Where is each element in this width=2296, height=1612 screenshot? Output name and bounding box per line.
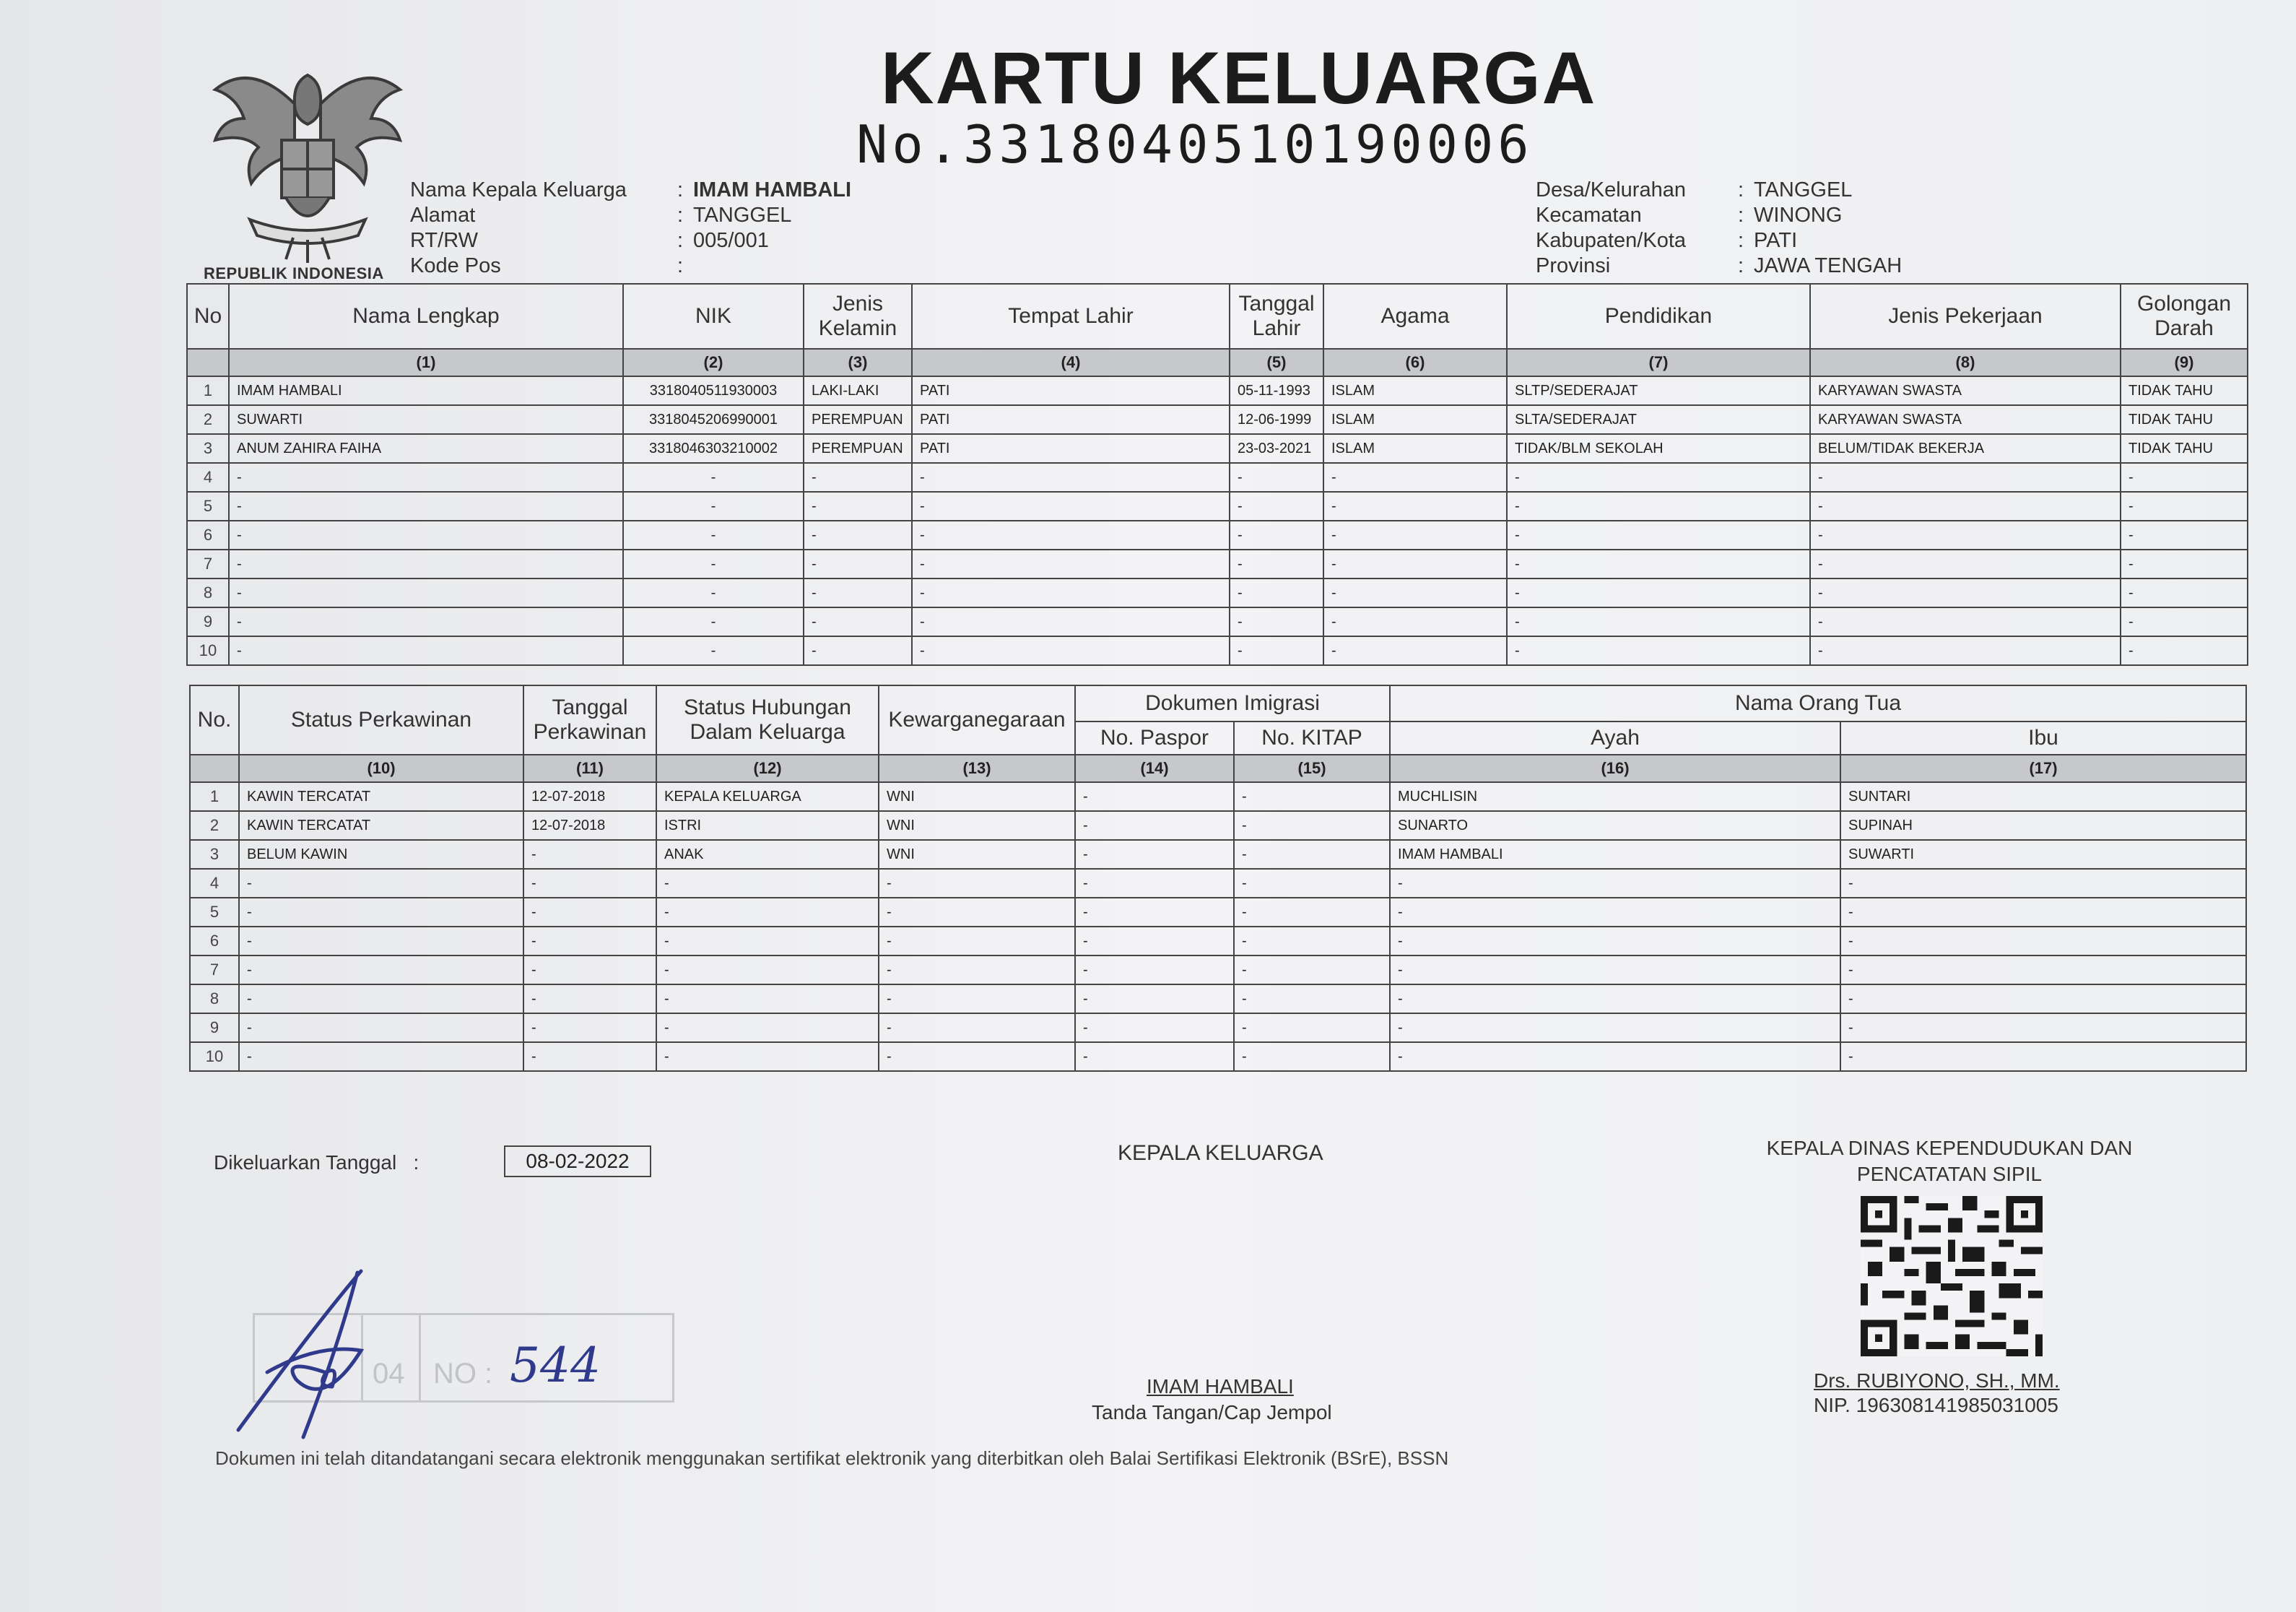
- row-number: 7: [190, 956, 239, 984]
- kepala-keluarga-caption: Tanda Tangan/Cap Jempol: [1092, 1401, 1332, 1424]
- table-row: [190, 927, 2246, 956]
- issued-date-value: 08-02-2022: [504, 1145, 651, 1177]
- row-number: 5: [187, 492, 229, 521]
- row-number: 10: [190, 1042, 239, 1071]
- table-cell: 12-07-2018: [523, 782, 656, 811]
- table-cell: -: [623, 550, 804, 578]
- table-cell: SUWARTI: [229, 405, 623, 434]
- table-cell: -: [523, 1042, 656, 1071]
- table-cell: -: [229, 492, 623, 521]
- table-cell: -: [879, 1042, 1075, 1071]
- col-header: Pendidikan: [1507, 284, 1810, 349]
- family-status-body: [190, 782, 2246, 1071]
- table-cell: -: [1234, 927, 1390, 956]
- row-number: 7: [187, 550, 229, 578]
- table-row: [190, 782, 2246, 811]
- table-cell: -: [239, 1042, 523, 1071]
- table-cell: -: [1840, 1013, 2246, 1042]
- table-cell: -: [1075, 1042, 1234, 1071]
- table-row: [187, 376, 2248, 405]
- info-label: Provinsi: [1536, 254, 1611, 277]
- col-header: Agama: [1323, 284, 1507, 349]
- table-row: [187, 578, 2248, 607]
- col-header: Tanggal Lahir: [1230, 284, 1323, 349]
- table-cell: KAWIN TERCATAT: [239, 782, 523, 811]
- table-cell: -: [1230, 463, 1323, 492]
- table-cell: -: [656, 898, 879, 927]
- table-cell: -: [1390, 984, 1840, 1013]
- table-cell: -: [656, 869, 879, 898]
- table-cell: -: [1840, 1042, 2246, 1071]
- table-row: [187, 521, 2248, 550]
- row-number: 9: [190, 1013, 239, 1042]
- info-row-rt-rw: RT/RW : 005/001: [410, 229, 769, 252]
- info-label: Kode Pos: [410, 254, 501, 277]
- table-cell: KARYAWAN SWASTA: [1810, 405, 2121, 434]
- household-info-left: [410, 178, 851, 279]
- table-cell: -: [656, 1013, 879, 1042]
- table-cell: -: [1234, 811, 1390, 840]
- table-row: [187, 550, 2248, 578]
- table-cell: -: [1507, 550, 1810, 578]
- table-cell: -: [1234, 869, 1390, 898]
- col-header: NIK: [623, 284, 804, 349]
- table-cell: -: [239, 1013, 523, 1042]
- table-cell: -: [1390, 927, 1840, 956]
- table-cell: ISTRI: [656, 811, 879, 840]
- table-row: [187, 463, 2248, 492]
- family-members-body: [187, 376, 2248, 665]
- table-cell: -: [1810, 492, 2121, 521]
- table-cell: -: [1810, 521, 2121, 550]
- table-cell: PEREMPUAN: [804, 434, 912, 463]
- table-cell: -: [1234, 1013, 1390, 1042]
- table-cell: IMAM HAMBALI: [229, 376, 623, 405]
- table-cell: PATI: [912, 434, 1230, 463]
- table-cell: -: [523, 869, 656, 898]
- row-number: 1: [187, 376, 229, 405]
- table-cell: -: [523, 956, 656, 984]
- table-cell: PEREMPUAN: [804, 405, 912, 434]
- col-index: (2): [623, 349, 804, 376]
- table-cell: -: [1390, 898, 1840, 927]
- table-cell: -: [239, 984, 523, 1013]
- col-index: (15): [1234, 755, 1390, 782]
- table-cell: -: [1323, 550, 1507, 578]
- table-cell: TIDAK/BLM SEKOLAH: [1507, 434, 1810, 463]
- table-cell: -: [912, 578, 1230, 607]
- row-number: 3: [190, 840, 239, 869]
- table-cell: -: [1230, 492, 1323, 521]
- table-cell: 05-11-1993: [1230, 376, 1323, 405]
- col-header: Ibu: [1840, 722, 2246, 755]
- table-cell: -: [239, 927, 523, 956]
- table-cell: -: [1234, 840, 1390, 869]
- info-label: Kabupaten/Kota: [1536, 229, 1687, 252]
- table-cell: -: [1323, 463, 1507, 492]
- dinas-title: KEPALA DINAS KEPENDUDUKAN DAN PENCATATAN SIPIL: [1766, 1137, 2133, 1185]
- table-row: [187, 405, 2248, 434]
- table-cell: 3318045206990001: [623, 405, 804, 434]
- col-header: Status Perkawinan: [239, 685, 523, 755]
- table-cell: -: [1323, 521, 1507, 550]
- table-cell: -: [1390, 956, 1840, 984]
- table-cell: -: [1390, 1013, 1840, 1042]
- official-nip: NIP. 196308141985031005: [1814, 1394, 2058, 1416]
- col-index: (8): [1810, 349, 2121, 376]
- table-cell: ISLAM: [1323, 405, 1507, 434]
- table-cell: -: [623, 607, 804, 636]
- table-cell: -: [623, 636, 804, 665]
- row-number: 6: [187, 521, 229, 550]
- col-index: (1): [229, 349, 623, 376]
- row-number: 1: [190, 782, 239, 811]
- table-cell: ANAK: [656, 840, 879, 869]
- stamp-handwritten-number: 544: [510, 1338, 601, 1393]
- table-cell: -: [1810, 607, 2121, 636]
- table-cell: IMAM HAMBALI: [1390, 840, 1840, 869]
- stamp-no-label: NO :: [433, 1358, 493, 1390]
- table-cell: ANUM ZAHIRA FAIHA: [229, 434, 623, 463]
- table-row: [190, 1013, 2246, 1042]
- row-number: 10: [187, 636, 229, 665]
- table-cell: -: [1840, 984, 2246, 1013]
- table-cell: -: [1234, 898, 1390, 927]
- table-cell: -: [879, 927, 1075, 956]
- table-cell: -: [2121, 550, 2248, 578]
- table-cell: ISLAM: [1323, 434, 1507, 463]
- table-cell: -: [1507, 521, 1810, 550]
- table-cell: -: [1234, 782, 1390, 811]
- row-number: 8: [190, 984, 239, 1013]
- row-number: 2: [187, 405, 229, 434]
- table-cell: WNI: [879, 811, 1075, 840]
- official-name: Drs. RUBIYONO, SH., MM.: [1814, 1369, 2060, 1392]
- table-cell: -: [879, 956, 1075, 984]
- table-cell: BELUM KAWIN: [239, 840, 523, 869]
- info-value: JAWA TENGAH: [1754, 254, 1903, 277]
- col-index: (4): [912, 349, 1230, 376]
- table-cell: -: [2121, 521, 2248, 550]
- table-cell: -: [1234, 956, 1390, 984]
- table-cell: -: [1230, 578, 1323, 607]
- col-index: (7): [1507, 349, 1810, 376]
- table-cell: -: [1507, 607, 1810, 636]
- table-cell: -: [623, 492, 804, 521]
- table-cell: -: [1075, 984, 1234, 1013]
- table-cell: -: [1810, 550, 2121, 578]
- table-cell: 3318046303210002: [623, 434, 804, 463]
- table-cell: -: [2121, 578, 2248, 607]
- row-number: 9: [187, 607, 229, 636]
- table-cell: -: [656, 927, 879, 956]
- info-label: Desa/Kelurahan: [1536, 178, 1686, 202]
- table-row: [187, 636, 2248, 665]
- col-header: Tempat Lahir: [912, 284, 1230, 349]
- table-cell: -: [523, 1013, 656, 1042]
- table-cell: TIDAK TAHU: [2121, 434, 2248, 463]
- table-cell: -: [523, 898, 656, 927]
- table-cell: SLTA/SEDERAJAT: [1507, 405, 1810, 434]
- table-cell: ISLAM: [1323, 376, 1507, 405]
- table-index-row: [190, 755, 2246, 782]
- info-label: Alamat: [410, 204, 476, 227]
- col-header: No.: [190, 685, 239, 755]
- table-cell: -: [239, 956, 523, 984]
- table-row: [187, 607, 2248, 636]
- col-index: (13): [879, 755, 1075, 782]
- document-number: No.3318040510190006: [856, 114, 1534, 175]
- col-index: (14): [1075, 755, 1234, 782]
- table-cell: -: [1840, 869, 2246, 898]
- col-header: Nama Orang Tua: [1390, 685, 2246, 722]
- table-cell: -: [1323, 492, 1507, 521]
- table-cell: -: [239, 869, 523, 898]
- table-cell: -: [1810, 578, 2121, 607]
- col-index: (6): [1323, 349, 1507, 376]
- info-value: TANGGEL: [693, 204, 792, 227]
- table-cell: -: [229, 463, 623, 492]
- table-cell: 23-03-2021: [1230, 434, 1323, 463]
- table-row: [190, 956, 2246, 984]
- garuda-emblem-icon: [206, 53, 409, 270]
- table-cell: -: [229, 578, 623, 607]
- table-cell: -: [1323, 578, 1507, 607]
- document-title: KARTU KELUARGA: [881, 37, 1597, 119]
- table-cell: BELUM/TIDAK BEKERJA: [1810, 434, 2121, 463]
- table-cell: -: [804, 550, 912, 578]
- table-cell: -: [523, 984, 656, 1013]
- table-cell: MUCHLISIN: [1390, 782, 1840, 811]
- info-row-kepala-keluarga: Nama Kepala Keluarga : IMAM HAMBALI: [410, 178, 852, 202]
- table-cell: -: [1507, 463, 1810, 492]
- table-cell: -: [912, 521, 1230, 550]
- table-row: [187, 434, 2248, 463]
- col-header: Status Hubungan Dalam Keluarga: [656, 685, 879, 755]
- table-cell: -: [1390, 1042, 1840, 1071]
- table-row: [190, 811, 2246, 840]
- table-cell: -: [1230, 550, 1323, 578]
- table-cell: -: [1810, 636, 2121, 665]
- table-cell: TIDAK TAHU: [2121, 405, 2248, 434]
- col-index: (3): [804, 349, 912, 376]
- col-header: Ayah: [1390, 722, 1840, 755]
- table-cell: SUPINAH: [1840, 811, 2246, 840]
- table-cell: -: [523, 840, 656, 869]
- table-row: [187, 492, 2248, 521]
- info-value: TANGGEL: [1754, 178, 1853, 202]
- col-header: Nama Lengkap: [229, 284, 623, 349]
- row-number: 8: [187, 578, 229, 607]
- table-row: [190, 840, 2246, 869]
- table-cell: WNI: [879, 782, 1075, 811]
- table-cell: -: [523, 927, 656, 956]
- table-cell: -: [912, 463, 1230, 492]
- table-cell: -: [1230, 521, 1323, 550]
- table-cell: -: [1075, 840, 1234, 869]
- table-cell: TIDAK TAHU: [2121, 376, 2248, 405]
- table-cell: -: [623, 521, 804, 550]
- row-number: 4: [190, 869, 239, 898]
- col-index: (10): [239, 755, 523, 782]
- table-cell: -: [1840, 927, 2246, 956]
- table-row: [190, 869, 2246, 898]
- family-members-table: [186, 283, 2248, 666]
- table-cell: -: [229, 550, 623, 578]
- table-cell: -: [1840, 898, 2246, 927]
- col-index: (11): [523, 755, 656, 782]
- qr-code-icon: [1860, 1196, 2043, 1356]
- info-value: WINONG: [1754, 204, 1843, 227]
- table-cell: -: [1810, 463, 2121, 492]
- signature-icon: [217, 1264, 404, 1452]
- info-row-kode-pos: Kode Pos :: [410, 254, 684, 277]
- table-cell: -: [879, 984, 1075, 1013]
- table-cell: -: [2121, 463, 2248, 492]
- table-cell: -: [2121, 492, 2248, 521]
- stamp-month: 04: [373, 1358, 405, 1390]
- table-row: [190, 984, 2246, 1013]
- info-row-provinsi: Provinsi : JAWA TENGAH: [1536, 254, 1903, 277]
- info-row-kecamatan: Kecamatan : WINONG: [1536, 204, 1843, 227]
- table-cell: -: [879, 1013, 1075, 1042]
- table-cell: -: [1075, 927, 1234, 956]
- row-number: 3: [187, 434, 229, 463]
- table-cell: -: [1234, 984, 1390, 1013]
- table-cell: -: [804, 463, 912, 492]
- table-cell: -: [912, 492, 1230, 521]
- col-header: Tanggal Perkawinan: [523, 685, 656, 755]
- household-info-right: [1536, 178, 1902, 279]
- table-row: [190, 898, 2246, 927]
- table-cell: WNI: [879, 840, 1075, 869]
- table-cell: SUWARTI: [1840, 840, 2246, 869]
- col-index: (5): [1230, 349, 1323, 376]
- issued-date-label: Dikeluarkan Tanggal :: [214, 1151, 419, 1174]
- table-cell: SUNARTO: [1390, 811, 1840, 840]
- table-cell: PATI: [912, 405, 1230, 434]
- table-cell: -: [1390, 869, 1840, 898]
- table-cell: -: [2121, 607, 2248, 636]
- row-number: 4: [187, 463, 229, 492]
- row-number: 2: [190, 811, 239, 840]
- table-cell: 12-06-1999: [1230, 405, 1323, 434]
- table-index-row: [187, 349, 2248, 376]
- table-cell: -: [656, 984, 879, 1013]
- col-index: (17): [1840, 755, 2246, 782]
- col-header: Jenis Kelamin: [804, 284, 912, 349]
- table-cell: -: [623, 578, 804, 607]
- table-cell: SUNTARI: [1840, 782, 2246, 811]
- table-cell: KARYAWAN SWASTA: [1810, 376, 2121, 405]
- col-header: No. Paspor: [1075, 722, 1234, 755]
- col-index: (12): [656, 755, 879, 782]
- table-cell: -: [1234, 1042, 1390, 1071]
- table-cell: -: [879, 869, 1075, 898]
- table-cell: -: [1075, 956, 1234, 984]
- table-cell: -: [229, 607, 623, 636]
- table-cell: PATI: [912, 376, 1230, 405]
- col-header: Jenis Pekerjaan: [1810, 284, 2121, 349]
- table-cell: -: [879, 898, 1075, 927]
- col-header: Golongan Darah: [2121, 284, 2248, 349]
- info-row-desa: Desa/Kelurahan : TANGGEL: [1536, 178, 1853, 202]
- family-status-table: [189, 685, 2247, 1072]
- info-label: Kecamatan: [1536, 204, 1642, 227]
- info-value: PATI: [1754, 229, 1798, 252]
- table-cell: -: [1075, 811, 1234, 840]
- col-header: No. KITAP: [1234, 722, 1390, 755]
- table-cell: -: [229, 636, 623, 665]
- info-row-alamat: Alamat : TANGGEL: [410, 204, 792, 227]
- col-index: (16): [1390, 755, 1840, 782]
- table-cell: -: [1840, 956, 2246, 984]
- table-header-row: [187, 284, 2248, 349]
- info-label: RT/RW: [410, 229, 478, 252]
- table-cell: -: [912, 607, 1230, 636]
- kepala-keluarga-title: KEPALA KELUARGA: [1118, 1141, 1323, 1165]
- col-header: Dokumen Imigrasi: [1075, 685, 1390, 722]
- table-cell: -: [804, 578, 912, 607]
- col-index: (9): [2121, 349, 2248, 376]
- table-cell: -: [1075, 1013, 1234, 1042]
- table-cell: -: [1507, 636, 1810, 665]
- table-header-row: [190, 685, 2246, 722]
- table-cell: 3318040511930003: [623, 376, 804, 405]
- table-cell: -: [1230, 636, 1323, 665]
- table-cell: -: [1075, 869, 1234, 898]
- table-cell: -: [804, 636, 912, 665]
- table-cell: -: [1323, 636, 1507, 665]
- table-cell: -: [804, 607, 912, 636]
- table-cell: 12-07-2018: [523, 811, 656, 840]
- info-row-kabupaten: Kabupaten/Kota : PATI: [1536, 229, 1798, 252]
- table-cell: -: [1507, 578, 1810, 607]
- table-cell: -: [623, 463, 804, 492]
- info-value: 005/001: [693, 229, 769, 252]
- table-cell: -: [1075, 898, 1234, 927]
- table-cell: -: [1507, 492, 1810, 521]
- table-cell: -: [1323, 607, 1507, 636]
- electronic-signature-disclaimer: Dokumen ini telah ditandatangani secara elektronik menggunakan sertifikat elektronik yang diterbitkan oleh Balai Sertifikasi Elektronik (BSrE), BSSN: [215, 1447, 1449, 1469]
- table-cell: -: [1230, 607, 1323, 636]
- table-cell: -: [804, 492, 912, 521]
- row-number: 5: [190, 898, 239, 927]
- table-row: [190, 1042, 2246, 1071]
- row-number: 6: [190, 927, 239, 956]
- table-cell: -: [239, 898, 523, 927]
- table-cell: -: [229, 521, 623, 550]
- col-header: No: [187, 284, 229, 349]
- table-cell: -: [2121, 636, 2248, 665]
- table-cell: -: [656, 956, 879, 984]
- table-cell: -: [912, 636, 1230, 665]
- table-cell: -: [1075, 782, 1234, 811]
- table-cell: -: [804, 521, 912, 550]
- table-cell: -: [656, 1042, 879, 1071]
- emblem-caption: REPUBLIK INDONESIA: [204, 264, 384, 282]
- table-cell: -: [912, 550, 1230, 578]
- table-cell: LAKI-LAKI: [804, 376, 912, 405]
- table-cell: KEPALA KELUARGA: [656, 782, 879, 811]
- table-cell: SLTP/SEDERAJAT: [1507, 376, 1810, 405]
- info-label: Nama Kepala Keluarga: [410, 178, 627, 202]
- kepala-keluarga-name: IMAM HAMBALI: [1147, 1375, 1294, 1398]
- col-header: Kewarganegaraan: [879, 685, 1075, 755]
- info-value: IMAM HAMBALI: [693, 178, 852, 202]
- table-cell: KAWIN TERCATAT: [239, 811, 523, 840]
